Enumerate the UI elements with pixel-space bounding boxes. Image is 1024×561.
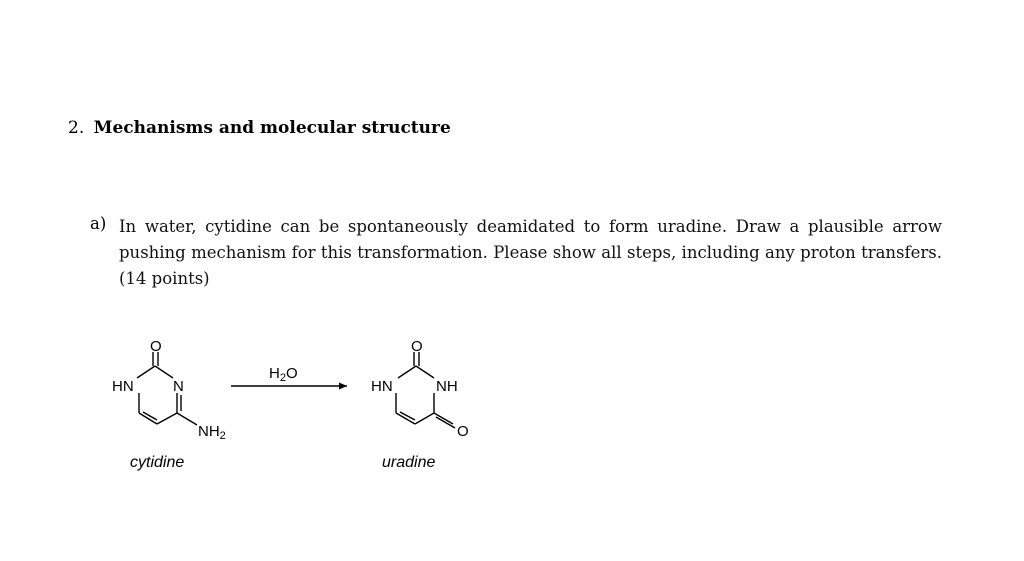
cytidine-amine-label: $NH_2$ xyxy=(198,423,226,442)
uradine-nh-label: NH xyxy=(436,378,458,395)
reaction-arrowhead xyxy=(339,383,347,390)
uradine-top-oxygen-label: O xyxy=(411,338,423,355)
cytidine-hn-label: HN xyxy=(112,378,134,395)
cytidine-oxygen-label: O xyxy=(150,338,162,355)
question-label: a) xyxy=(90,214,107,233)
uradine-name: uradine xyxy=(382,454,436,471)
uradine-right-oxygen-label: O xyxy=(457,423,469,440)
cytidine-name: cytidine xyxy=(130,454,185,471)
question-text: In water, cytidine can be spontaneously deamidated to form uradine. Draw a plausible arrow pushing mechanism for this transformation. Please show all steps, including any proton transfers. (14 points) xyxy=(119,217,942,288)
section-number: 2. xyxy=(68,118,85,138)
reagent-water-label: $H_2O$ xyxy=(269,365,298,384)
cytidine-n-label: N xyxy=(173,378,184,395)
cytidine-structure xyxy=(137,352,197,425)
uradine-hn-label: HN xyxy=(371,378,393,395)
section-title: Mechanisms and molecular structure xyxy=(93,118,451,138)
